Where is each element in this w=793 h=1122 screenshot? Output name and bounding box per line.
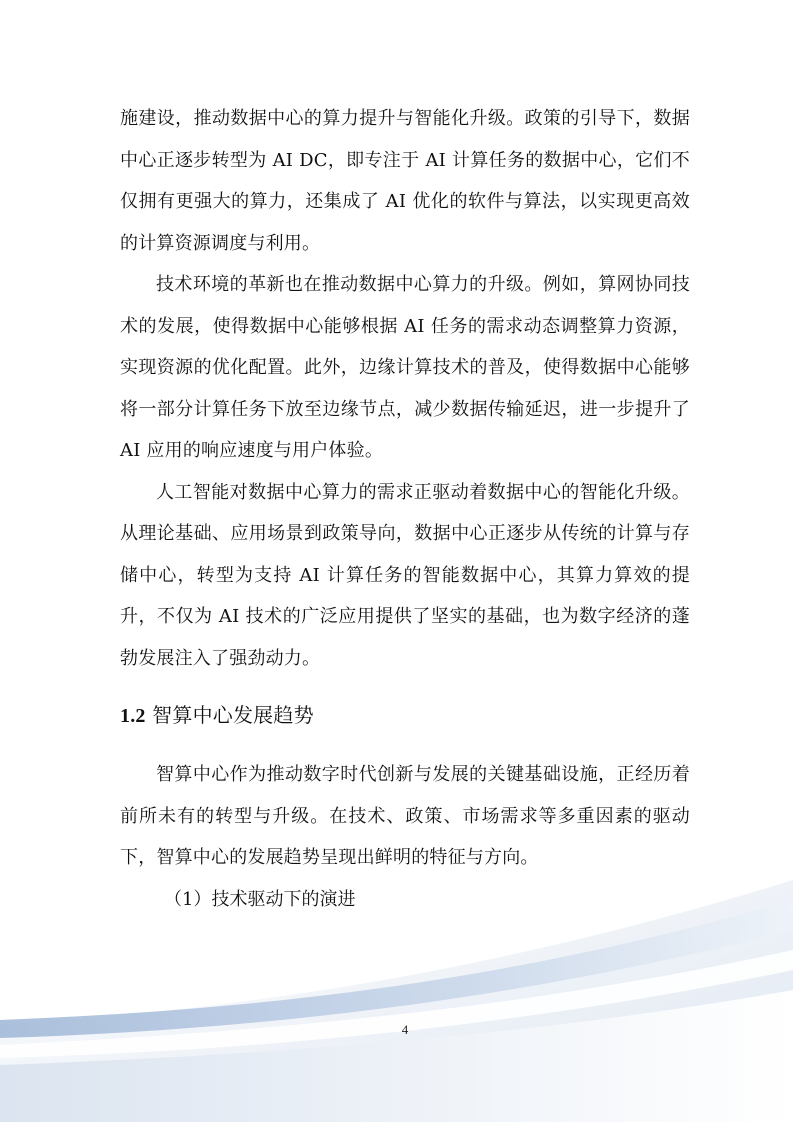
section-number: 1.2 (120, 705, 146, 727)
section-title: 智算中心发展趋势 (152, 703, 314, 727)
section-heading (120, 695, 690, 736)
decorative-wave-footer (0, 860, 793, 1122)
body-paragraph: 智算中心作为推动数字时代创新与发展的关键基础设施，正经历着前所未有的转型与升级。在技术、政策、市场需求等多重因素的驱动下，智算中心的发展趋势呈现出鲜明的特征与方向。 (120, 764, 690, 868)
subheading: （1）技术驱动下的演进 (164, 888, 356, 910)
body-paragraph: 人工智能对数据中心算力的需求正驱动着数据中心的智能化升级。从理论基础、应用场景到政策导向，数据中心正逐步从传统的计算与存储中心，转型为支持 AI 计算任务的智能数据中心，其算力算效的提升，不仅为 AI 技术的广泛应用提供了坚实的基础，也为数字经济的蓬勃发展注入了强劲动力。 (120, 481, 690, 669)
body-paragraph: 技术环境的革新也在推动数据中心算力的升级。例如，算网协同技术的发展，使得数据中心能够根据 AI 任务的需求动态调整算力资源，实现资源的优化配置。此外，边缘计算技术的普及，使得数据中心能够将一部分计算任务下放至边缘节点，减少数据传输延迟，进一步提升了 AI 应用的响应速度与用户体验。 (120, 274, 690, 461)
page-number: 4 (401, 1022, 409, 1037)
body-paragraph: 施建设，推动数据中心的算力提升与智能化升级。政策的引导下，数据中心正逐步转型为 AI DC，即专注于 AI 计算任务的数据中心，它们不仅拥有更强大的算力，还集成了 AI 优化的软件与算法，以实现更高效的计算资源调度与利用。 (120, 108, 690, 254)
page-body (120, 98, 690, 920)
